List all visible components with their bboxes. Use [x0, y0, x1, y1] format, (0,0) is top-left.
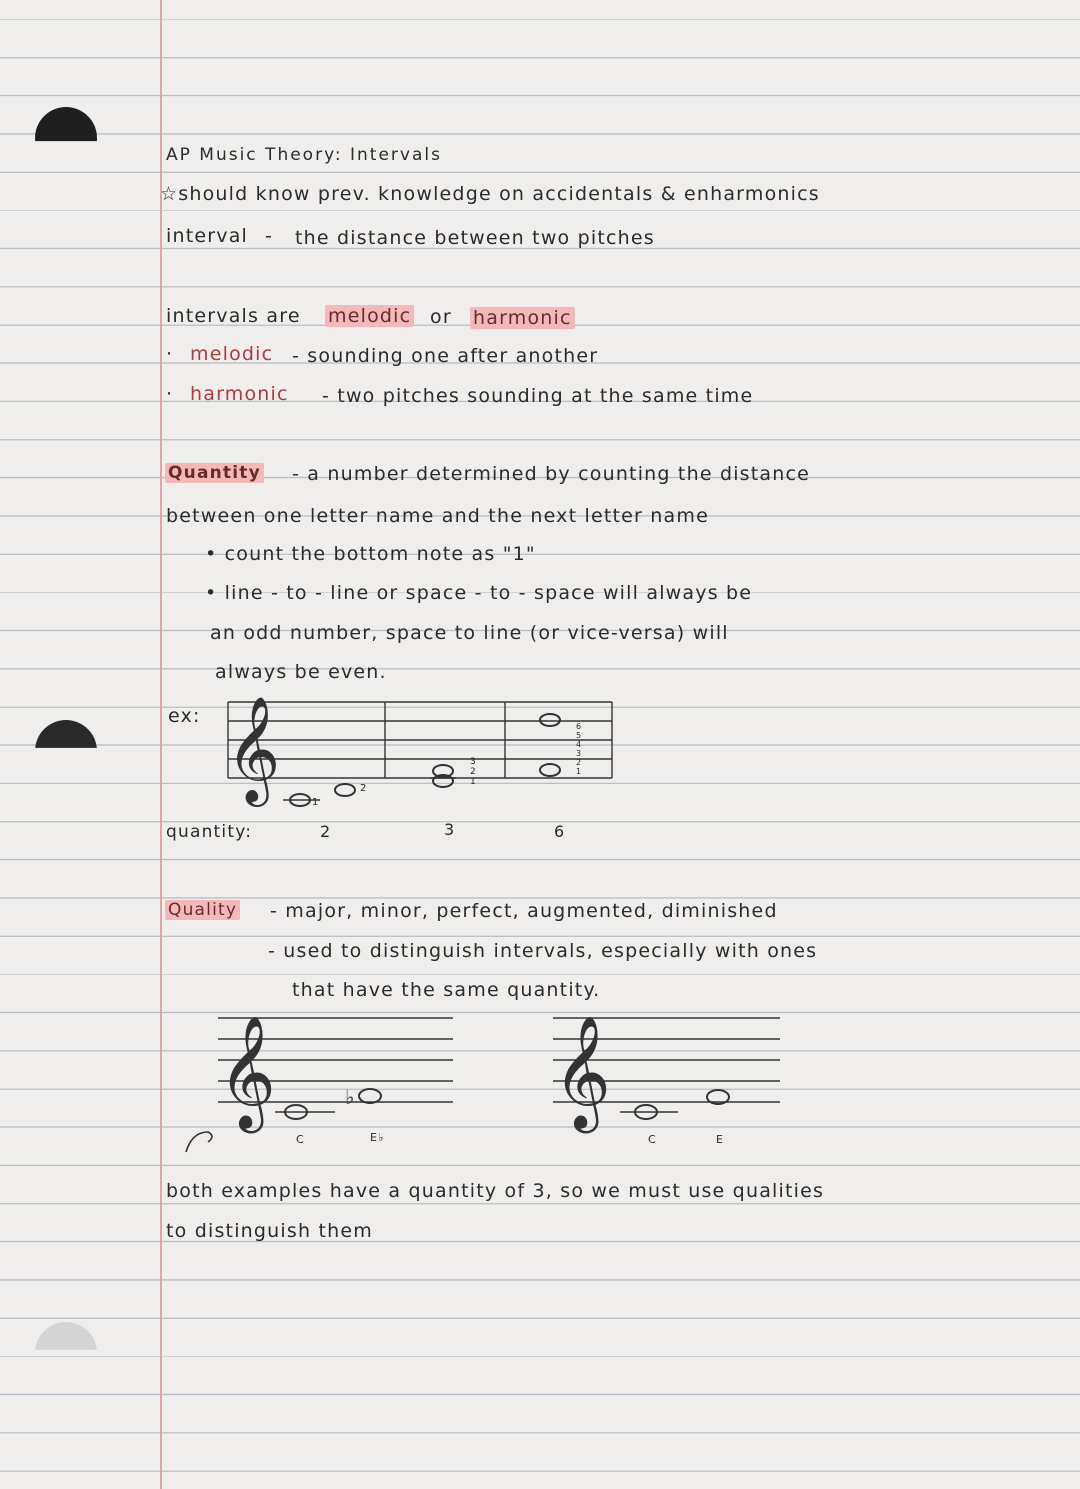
count-label: 5 [576, 731, 583, 740]
harmonic-term: harmonic [190, 383, 289, 405]
note-label: C [296, 1133, 305, 1146]
prior-knowledge-note: ☆should know prev. knowledge on accidentals & enharmonics [160, 183, 820, 205]
melodic-definition: - sounding one after another [292, 345, 599, 367]
conclusion-line-1: both examples have a quantity of 3, so we must use qualities [166, 1180, 825, 1202]
quantity-value: 6 [554, 822, 566, 841]
note-label: E♭ [370, 1131, 385, 1144]
count-label: 2 [470, 767, 477, 777]
count-label: 4 [576, 740, 583, 749]
count-label: 2 [360, 783, 368, 794]
quantity-bullet-2: • line - to - line or space - to - space will always be [205, 582, 753, 604]
quality-def-1: - major, minor, perfect, augmented, diminished [270, 900, 778, 922]
count-label: 3 [470, 757, 477, 767]
definition-dash: - [265, 225, 274, 247]
quantity-term: Quantity [165, 463, 264, 483]
types-lead: intervals are [166, 305, 301, 327]
definition-text: the distance between two pitches [295, 227, 655, 249]
quantity-def-2: between one letter name and the next letter name [166, 505, 709, 527]
count-label: 1 [470, 777, 477, 787]
quantity-def-1: - a number determined by counting the distance [292, 463, 811, 485]
conclusion-line-2: to distinguish them [166, 1220, 373, 1242]
melodic-highlight: melodic [325, 305, 414, 327]
quantity-value: 2 [320, 822, 332, 841]
quantity-bullet-2-cont: an odd number, space to line (or vice-versa) will [210, 622, 729, 644]
harmonic-highlight: harmonic [470, 307, 575, 329]
count-label: 6 [576, 722, 583, 731]
count-label: 2 [576, 758, 583, 767]
quality-def-3: that have the same quantity. [292, 979, 601, 1001]
definition-term: interval [166, 225, 249, 247]
quantity-bullet-1: • count the bottom note as "1" [205, 543, 536, 565]
bullet-dot: · [166, 383, 174, 405]
count-label: 3 [576, 749, 583, 758]
quantity-bullet-2-end: always be even. [215, 661, 387, 683]
note-label: C [648, 1133, 657, 1146]
margin-line [160, 0, 162, 1489]
quality-term: Quality [165, 900, 240, 920]
treble-clef-icon: 𝄞 [553, 1015, 611, 1129]
treble-clef-icon: 𝄞 [226, 695, 281, 802]
treble-clef-icon: 𝄞 [218, 1015, 276, 1129]
quantity-value: 3 [444, 820, 456, 839]
harmonic-definition: - two pitches sounding at the same time [322, 385, 754, 407]
or-word: or [430, 306, 452, 328]
count-label: 1 [312, 797, 320, 808]
quality-def-2: - used to distinguish intervals, especially with ones [268, 940, 818, 962]
bullet-dot: · [166, 343, 174, 365]
note-label: E [716, 1133, 725, 1146]
melodic-term: melodic [190, 343, 274, 365]
count-label: 1 [576, 767, 583, 776]
quantity-row-label: quantity: [166, 822, 253, 842]
example-label: ex: [168, 705, 201, 727]
flat-icon: ♭ [345, 1085, 355, 1109]
page-title: AP Music Theory: Intervals [166, 145, 442, 165]
